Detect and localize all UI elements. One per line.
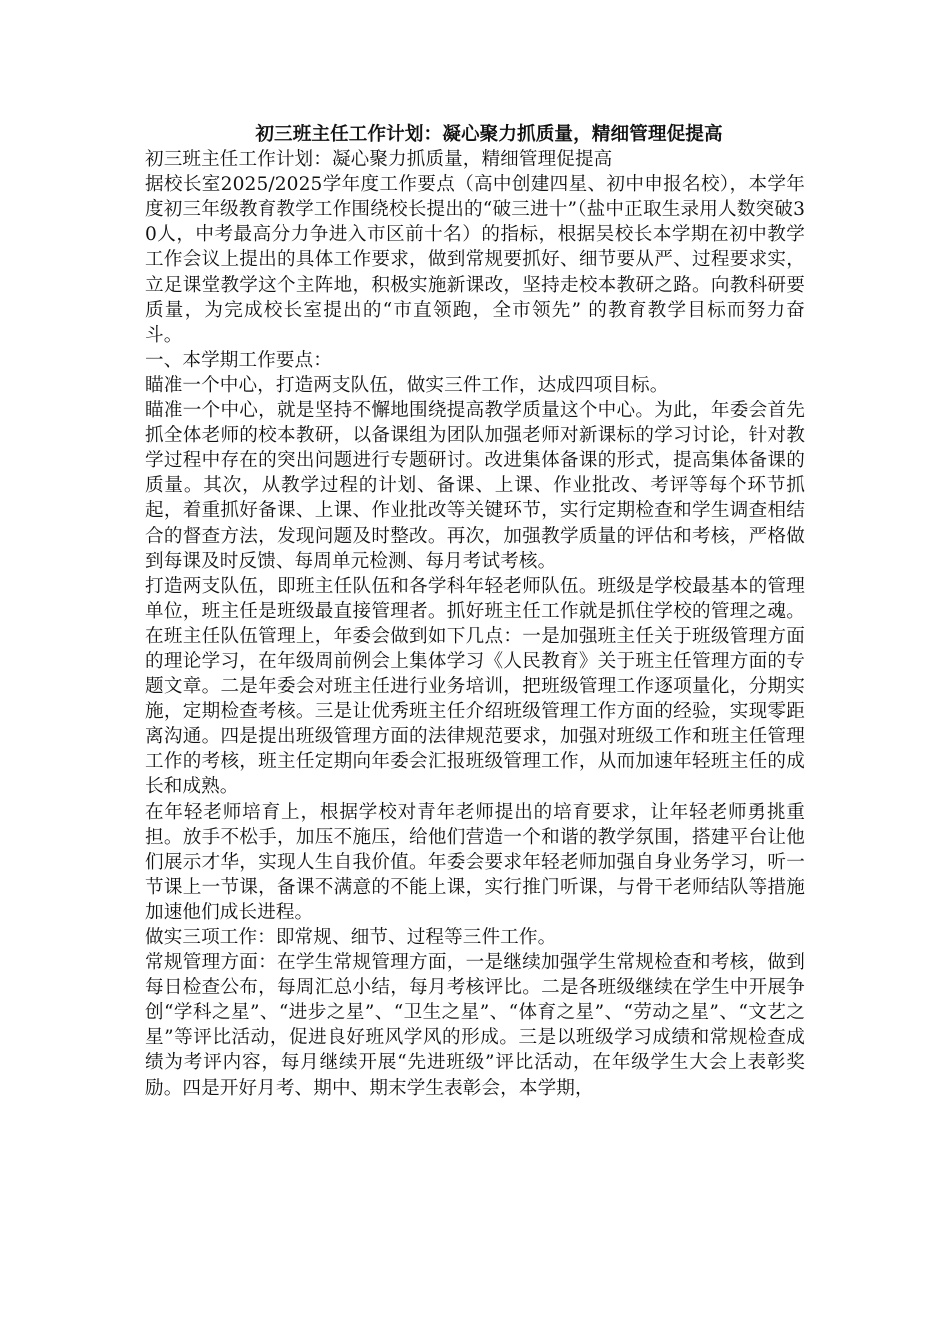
summary-paragraph: 瞄准一个中心，打造两支队伍，做实三件工作，达成四项目标。	[145, 374, 669, 396]
document-title: 初三班主任工作计划：凝心聚力抓质量，精细管理促提高	[255, 124, 723, 145]
document-body	[145, 122, 805, 1101]
section-heading: 一、本学期工作要点：	[145, 349, 332, 371]
teams-paragraph: 打造两支队伍，即班主任队伍和各学科年轻老师队伍。班级是学校最基本的管理单位，班主任是班级最直接管理者。抓好班主任工作就是抓住学校的管理之魂。在班主任队伍管理上，年委会做到如下几点：一是加强班主任关于班级管理方面的理论学习，在年级周前例会上集体学习《人民教育》关于班主任管理方面的专题文章。二是年委会对班主任进行业务培训，把班级管理工作逐项量化，分期实施，定期检查考核。三是让优秀班主任介绍班级管理工作方面的经验，实现零距离沟通。四是提出班级管理方面的法律规范要求，加强对班级工作和班主任管理工作的考核，班主任定期向年委会汇报班级管理工作，从而加速年轻班主任的成长和成熟。	[145, 575, 805, 798]
subtitle-paragraph: 初三班主任工作计划：凝心聚力抓质量，精细管理促提高	[145, 149, 613, 171]
center-paragraph: 瞄准一个中心，就是坚持不懈地围绕提高教学质量这个中心。为此，年委会首先抓全体老师的校本教研，以备课组为团队加强老师对新课标的学习讨论，针对教学过程中存在的突出问题进行专题研讨。改进集体备课的形式，提高集体备课的质量。其次，从教学过程的计划、备课、上课、作业批改、考评等每个环节抓起，着重抓好备课、上课、作业批改等关键环节，实行定期检查和学生调查相结合的督查方法，发现问题及时整改。再次，加强教学质量的评估和考核，严格做到每课及时反馈、每周单元检测、每月考试考核。	[145, 400, 805, 572]
intro-paragraph: 据校长室2025/2025学年度工作要点（高中创建四星、初中申报名校），本学年度初三年级教育教学工作围绕校长提出的“破三进十”（盐中正取生录用人数突破30人，中考最高分力争进入市区前十名）的指标，根据吴校长本学期在初中教学工作会议上提出的具体工作要求，做到常规要抓好、细节要从严、过程要求实，立足课堂教学这个主阵地，积极实施新课改，坚持走校本教研之路。向教科研要质量，为完成校长室提出的“市直领跑，全市领先” 的教育教学目标而努力奋斗。	[145, 174, 805, 346]
three-tasks-paragraph: 做实三项工作：即常规、细节、过程等三件工作。	[145, 927, 557, 948]
young-teachers-paragraph: 在年轻老师培育上，根据学校对青年老师提出的培育要求，让年轻老师勇挑重担。放手不松手，加压不施压，给他们营造一个和谐的教学氛围，搭建平台让他们展示才华，实现人生自我价值。年委会要求年轻老师加强自身业务学习，听一节课上一节课，备课不满意的不能上课，实行推门听课，与骨干老师结队等措施加速他们成长进程。	[145, 801, 805, 923]
routine-management-paragraph: 常规管理方面：在学生常规管理方面，一是继续加强学生常规检查和考核，做到每日检查公布，每周汇总小结，每月考核评比。二是各班级继续在学生中开展争创“学科之星”、“进步之星”、“卫生之星”、“体育之星”、“劳动之星”、“文艺之星”等评比活动，促进良好班风学风的形成。三是以班级学习成绩和常规检查成绩为考评内容，每月继续开展“先进班级”评比活动，在年级学生大会上表彰奖励。四是开好月考、期中、期末学生表彰会，本学期，	[145, 952, 805, 1099]
